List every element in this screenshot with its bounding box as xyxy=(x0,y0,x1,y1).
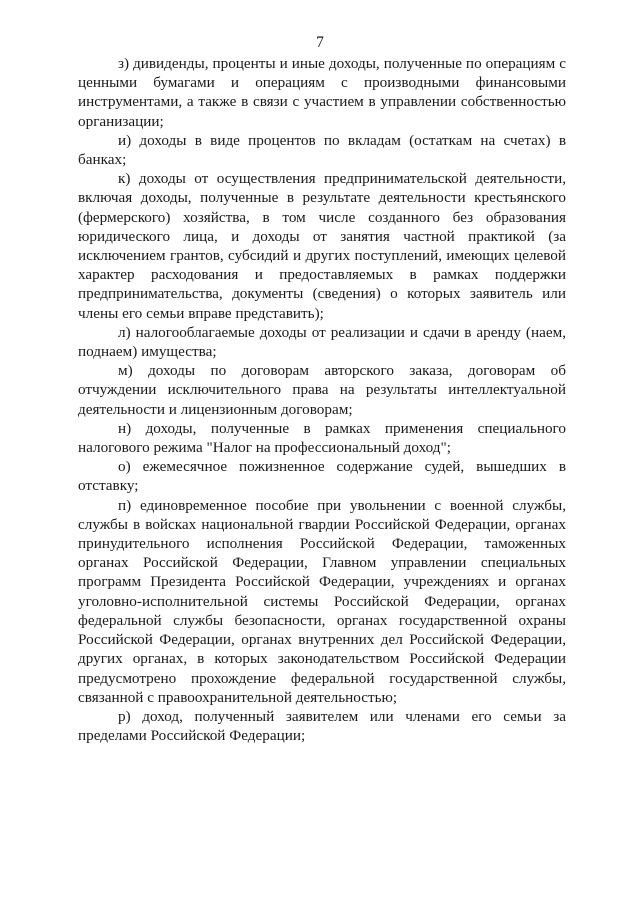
paragraph-i: и) доходы в виде процентов по вкладам (остаткам на счетах) в банках; xyxy=(78,131,566,169)
paragraph-m: м) доходы по договорам авторского заказа, договорам об отчуждении исключительного права на результаты интеллектуальной деятельности и лицензионным договорам; xyxy=(78,362,566,418)
paragraph-k: к) доходы от осуществления предпринимательской деятельности, включая доходы, полученные в результате деятельности крестьянского (фермерского) хозяйства, в том числе созданного без образования юридического лица, и доходы от занятия частной практикой (за исключением грантов, субсидий и других поступлений, имеющих целевой характер расходования и предоставляемых в рамках поддержки предпринимательства, документы (сведения) о которых заявитель или члены его семьи вправе представить); xyxy=(78,170,566,322)
document-body xyxy=(78,54,566,745)
paragraph-o: о) ежемесячное пожизненное содержание судей, вышедших в отставку; xyxy=(78,458,566,495)
paragraph-r: р) доход, полученный заявителем или членами его семьи за пределами Российской Федерации; xyxy=(78,707,566,745)
paragraph-z: з) дивиденды, проценты и иные доходы, полученные по операциям с ценными бумагами и операциям с производными финансовыми инструментами, а также в связи с участием в управлении собственностью организации; xyxy=(78,55,566,130)
page-number: 7 xyxy=(316,34,324,51)
paragraph-l: л) налогооблагаемые доходы от реализации и сдачи в аренду (наем, поднаем) имущества; xyxy=(78,323,566,361)
paragraph-n: н) доходы, полученные в рамках применения специального налогового режима "Налог на профессиональный доход"; xyxy=(78,419,566,457)
paragraph-p: п) единовременное пособие при увольнении с военной службы, службы в войсках национальной гвардии Российской Федерации, органах принудительного исполнения Российской Федерации, таможенных органах Российской Федерации, Главном управлении специальных программ Президента Российской Федерации, учреждениях и органах уголовно-исполнительной системы Российской Федерации, органах федеральной службы безопасности, органах государственной охраны Российской Федерации, органах внутренних дел Российской Федерации, других органах, в которых законодательством Российской Федерации предусмотрено прохождение федеральной государственной службы, связанной с правоохранительной деятельностью; xyxy=(78,496,566,706)
